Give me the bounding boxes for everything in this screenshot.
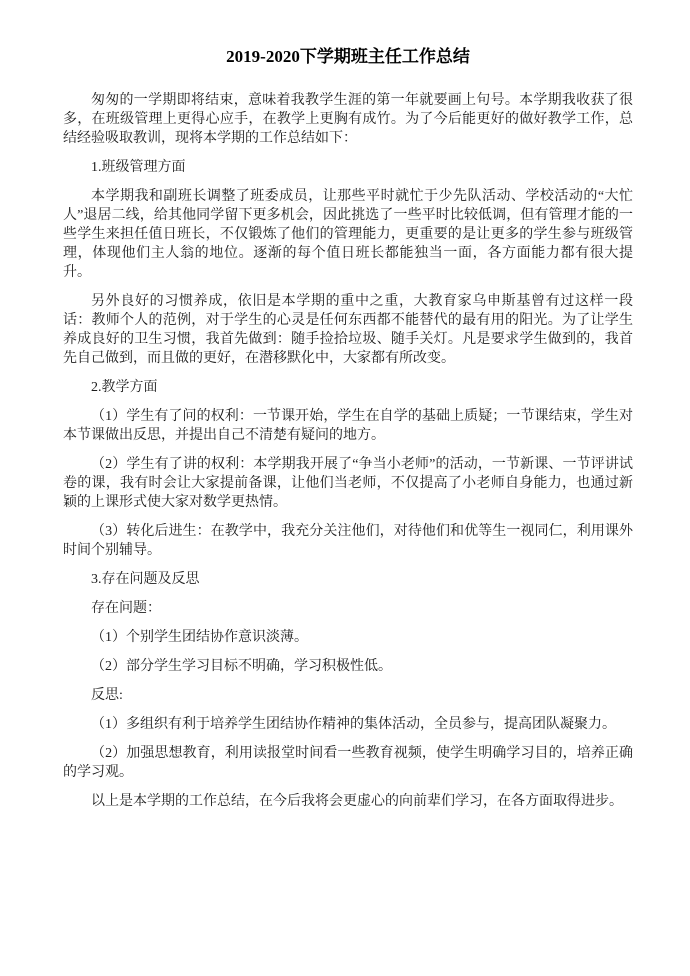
- paragraph-closing: 以上是本学期的工作总结，在今后我将会更虚心的向前辈们学习，在各方面取得进步。: [91, 794, 623, 809]
- paragraph-teaching-item-1: （1）学生有了问的权利：一节课开始，学生在自学的基础上质疑；一节课结束，学生对本节课做出反思，并提出自己不清楚有疑问的地方。: [63, 409, 633, 443]
- section-heading-class-management: 1.班级管理方面: [91, 160, 186, 175]
- paragraph-habit-building: 另外良好的习惯养成，依旧是本学期的重中之重，大教育家乌申斯基曾有过这样一段话：教师个人的范例，对于学生的心灵是任何东西都不能替代的最有用的阳光。为了让学生养成良好的卫生习惯，我首先做到：随手捡拾垃圾、随手关灯。凡是要求学生做到的，我首先自己做到，而且做的更好，在潜移默化中，大家都有所改变。: [63, 294, 633, 366]
- paragraph-teaching-item-3: （3）转化后进生：在教学中，我充分关注他们，对待他们和优等生一视同仁，利用课外时间个别辅导。: [63, 524, 633, 558]
- document-title: 2019-2020下学期班主任工作总结: [226, 47, 470, 66]
- paragraph-reflection-1: （1）多组织有利于培养学生团结协作精神的集体活动，全员参与，提高团队凝聚力。: [91, 717, 616, 732]
- paragraph-problem-1: （1）个别学生团结协作意识淡薄。: [91, 630, 308, 645]
- paragraph-class-committee: 本学期我和副班长调整了班委成员，让那些平时就忙于少先队活动、学校活动的“大忙人”退居二线，给其他同学留下更多机会，因此挑选了一些平时比较低调，但有管理才能的一些学生来担任值日班长，不仅锻炼了他们的管理能力，更重要的是让更多的学生参与班级管理，体现他们主人翁的地位。逐渐的每个值日班长都能独当一面，各方面能力都有很大提升。: [63, 189, 633, 280]
- section-heading-teaching: 2.教学方面: [91, 380, 158, 395]
- paragraph-intro: 匆匆的一学期即将结束，意味着我教学生涯的第一年就要画上句号。本学期我收获了很多，在班级管理上更得心应手，在教学上更胸有成竹。为了今后能更好的做好教学工作，总结经验吸取教训，现将本学期的工作总结如下：: [63, 93, 633, 146]
- paragraph-teaching-item-2: （2）学生有了讲的权利：本学期我开展了“争当小老师”的活动，一节新课、一节评讲试卷的课，我有时会让大家提前备课，让他们当老师，不仅提高了小老师自身能力，也通过新颖的上课形式使大家对数学更热情。: [63, 457, 633, 510]
- label-reflection: 反思:: [91, 688, 123, 703]
- paragraph-reflection-2: （2）加强思想教育，利用读报堂时间看一些教育视频，使学生明确学习目的，培养正确的学习观。: [63, 746, 633, 780]
- label-existing-problems: 存在问题：: [91, 601, 161, 616]
- section-heading-problems-reflection: 3.存在问题及反思: [91, 572, 200, 587]
- paragraph-problem-2: （2）部分学生学习目标不明确，学习积极性低。: [91, 659, 392, 674]
